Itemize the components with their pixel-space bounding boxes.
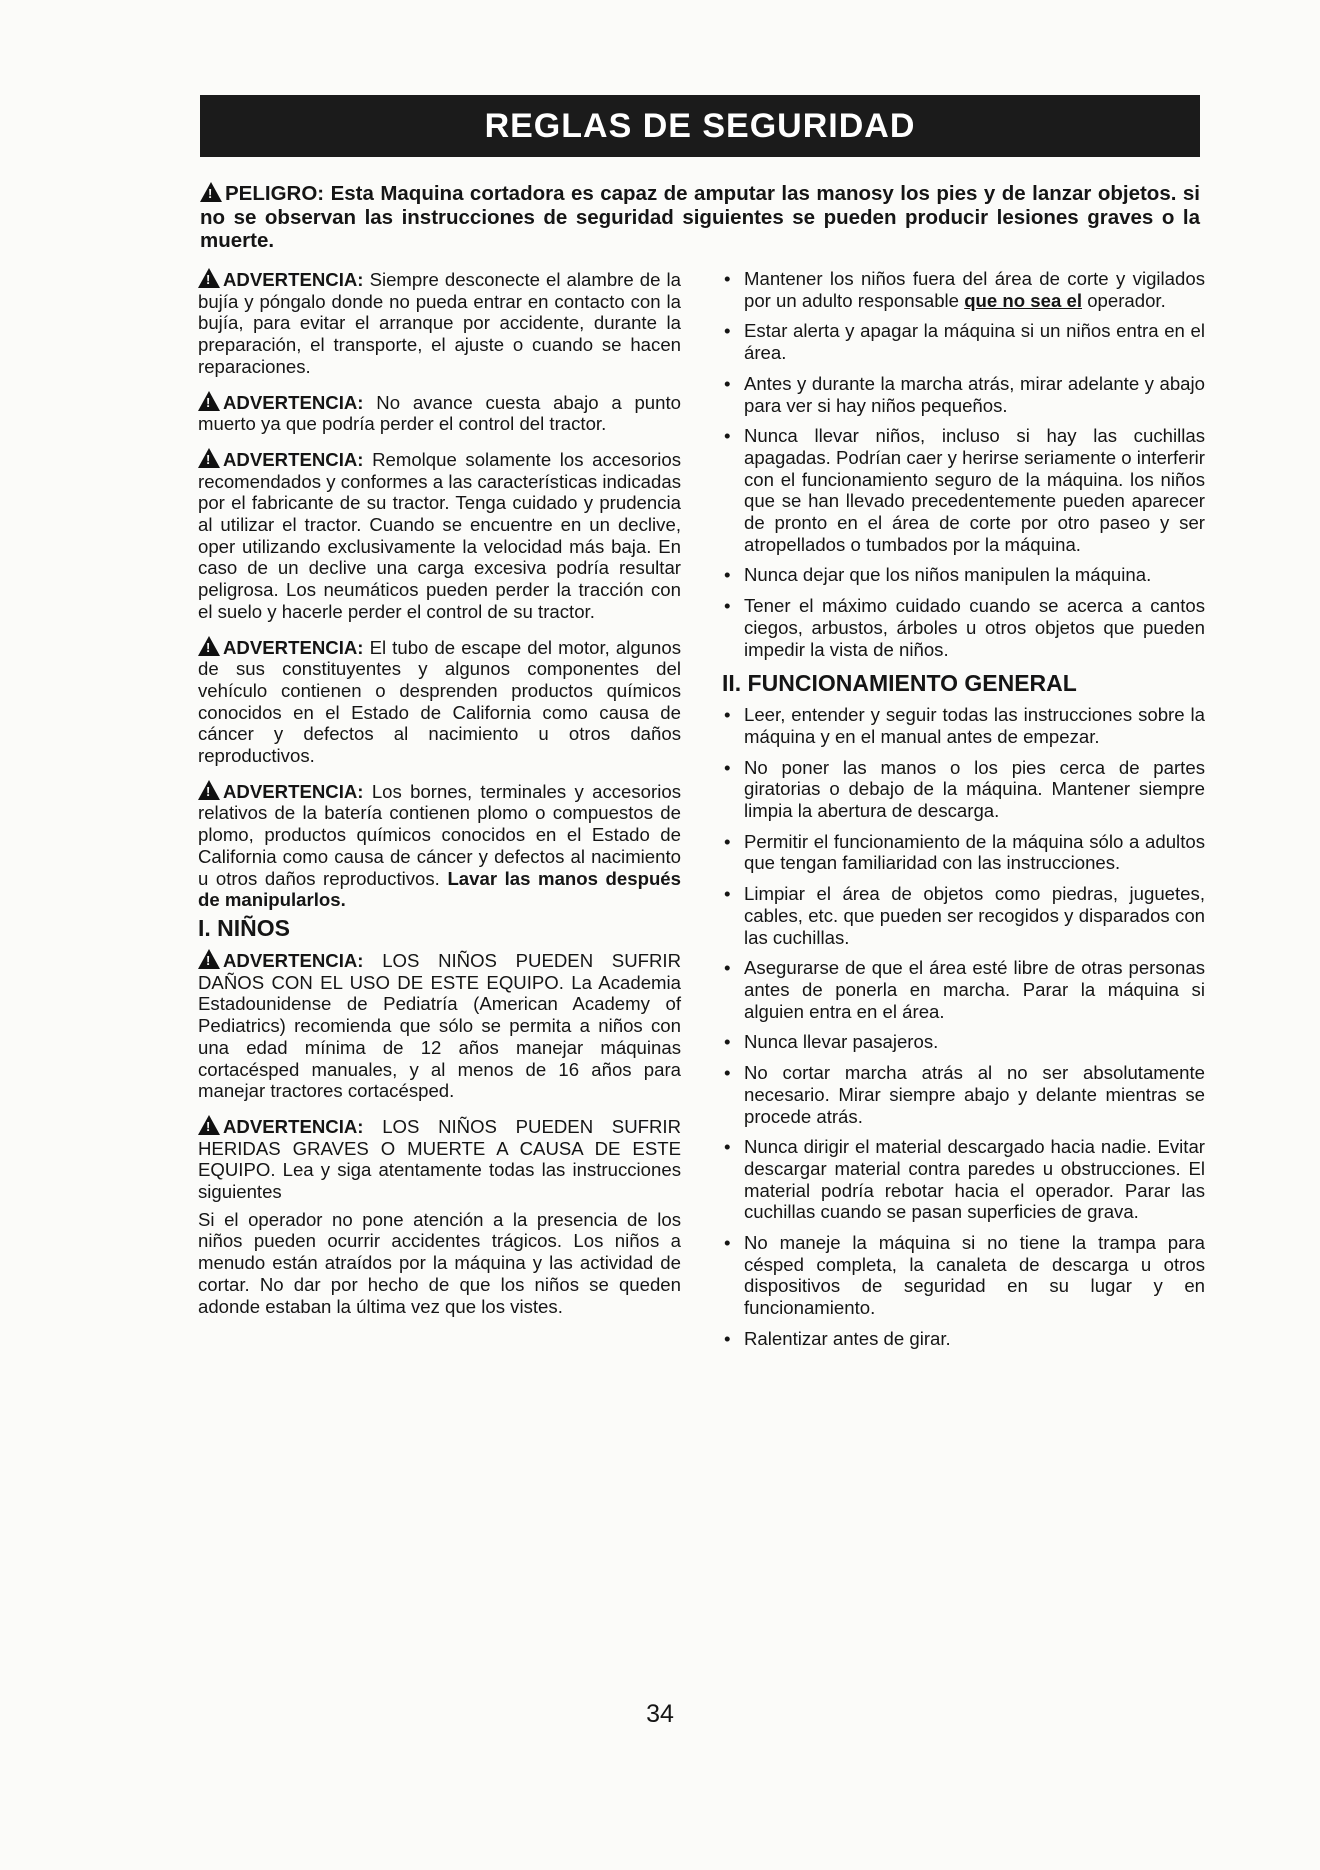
bullet-item: • Antes y durante la marcha atrás, mirar adelante y abajo para ver si hay niños pequeños. [722,373,1205,416]
warning-block [198,949,681,1102]
danger-label: PELIGRO: [225,182,325,205]
section-heading-children: I. NIÑOS [198,914,291,941]
title-banner [200,95,1200,157]
warning-block [198,1115,681,1203]
underlined-phrase: que no sea el [964,289,1083,311]
warning-triangle-icon [200,182,222,202]
bullet-item: • Tener el máximo cuidado cuando se acerca a cantos ciegos, arbustos, árboles u otros objetos que pueden impedir la vista de niños. [722,595,1205,660]
bullet-item [722,268,1205,311]
warning-block [198,268,681,378]
bullet-item: • Nunca dejar que los niños manipulen la máquina. [722,564,1205,586]
warning-triangle-icon [198,448,220,468]
warning-triangle-icon [198,1115,220,1135]
bullet-item: • Nunca llevar pasajeros. [722,1031,1205,1053]
warning-block [198,636,681,767]
bullet-item: • Nunca llevar niños, incluso si hay las cuchillas apagadas. Podrían caer y herirse seriamente o interferir con el funcionamiento seguro de la máquina. los niños que se han llevado precedentemente pueden aparecer de pronto en el área de corte por otro paseo y ser atropellados o tumbados por la máquina. [722,425,1205,555]
warning-text: No avance cuesta abajo a punto muerto ya que podría perder el control del tractor. [198,391,681,435]
danger-notice [200,182,1200,253]
section-heading-general-operation: II. FUNCIONAMIENTO GENERAL [722,670,1077,697]
right-column [722,268,1205,1359]
bullet-item: • Leer, entender y seguir todas las instrucciones sobre la máquina y en el manual antes de empezar. [722,704,1205,747]
warning-triangle-icon [198,391,220,411]
bullet-item: • No cortar marcha atrás al no ser absolutamente necesario. Mirar siempre abajo y delante mientras se procede atrás. [722,1062,1205,1127]
warning-text: El tubo de escape del motor, algunos de sus constituyentes y algunos componentes del vehículo contienen o desprenden productos químicos conocidos en el Estado de California como causa de cáncer y defectos al nacimiento u otros daños reproductivos. [198,636,681,767]
left-column [198,268,681,1325]
warning-text: Siempre desconecte el alambre de la bujía y póngalo donde no pueda entrar en contacto con la bujía, para evitar el arranque por accidente, durante la preparación, el transporte, el ajuste o cuando se hacen reparaciones. [198,269,681,377]
bullet-item: • Ralentizar antes de girar. [722,1328,1205,1350]
warning-label: ADVERTENCIA: [223,949,364,971]
warning-text: LOS NIÑOS PUEDEN SUFRIR DAÑOS CON EL USO DE ESTE EQUIPO. La Academia Estadounidense de Pediatría (American Academy of Pediatrics) recomienda que sólo se permita a niños con una edad mínima de 12 años manejar máquinas cortacésped manuales, y al menos de 16 años para manejar tractores cortacésped. [198,949,681,1102]
bullet-item: • Nunca dirigir el material descargado hacia nadie. Evitar descargar material contra paredes u obstrucciones. El material podría rebotar hacia el operador. Parar las cuchillas cuando se pasan superficies de grava. [722,1136,1205,1223]
general-bullet-list [722,704,1205,1349]
page-number: 34 [646,1700,674,1728]
warning-block [198,448,681,623]
wash-hands-instruction: Lavar las manos después de manipularlos. [198,867,681,911]
warning-label: ADVERTENCIA: [223,391,364,413]
warning-triangle-icon [198,949,220,969]
warning-triangle-icon [198,636,220,656]
warning-label: ADVERTENCIA: [223,636,364,658]
warning-triangle-icon [198,268,220,288]
bullet-item: • No maneje la máquina si no tiene la trampa para césped completa, la canaleta de descarga u otros dispositivos de seguridad en su lugar y en funcionamiento. [722,1232,1205,1319]
bullet-item: • Asegurarse de que el área esté libre de otras personas antes de ponerla en marcha. Parar la máquina si alguien entra en el área. [722,957,1205,1022]
battery-warning-block [198,780,681,911]
warning-label: ADVERTENCIA: [223,780,364,802]
warning-block [198,391,681,435]
bullet-item: • Estar alerta y apagar la máquina si un niños entra en el área. [722,320,1205,363]
warning-label: ADVERTENCIA: [223,1115,364,1137]
warning-text: Los bornes, terminales y accesorios relativos de la batería contienen plomo o compuestos de plomo, productos químicos conocidos en el Estado de California como causa de cáncer y defectos al nacimiento u otros daños reproductivos. [198,780,681,889]
bullet-text: Mantener los niños fuera del área de corte y vigilados por un adulto responsable [744,268,1205,311]
bullet-text: operador. [1087,289,1166,311]
warning-label: ADVERTENCIA: [223,448,364,470]
children-bullet-list [722,268,1205,660]
warning-text: Remolque solamente los accesorios recomendados y conformes a las características indicadas por el fabricante de su tractor. Tenga cuidado y prudencia al utilizar el tractor. Cuando se encuentre en un declive, oper utilizando exclusivamente la velocidad más baja. En caso de un declive una carga excesiva podría resultar peligrosa. Los neumáticos pueden perder la tracción con el suelo y hacerle perder el control de su tractor. [198,448,681,622]
bullet-item: • Permitir el funcionamiento de la máquina sólo a adultos que tengan familiaridad con las instrucciones. [722,831,1205,874]
warning-label: ADVERTENCIA: [223,269,364,290]
warning-text: LOS NIÑOS PUEDEN SUFRIR HERIDAS GRAVES O MUERTE A CAUSA DE ESTE EQUIPO. Lea y siga atentamente todas las instrucciones siguientes [198,1115,681,1203]
page-title: REGLAS DE SEGURIDAD [484,106,916,145]
children-attention-paragraph: Si el operador no pone atención a la presencia de los niños pueden ocurrir accidentes trágicos. Los niños a menudo están atraídos por la máquina y las actividad de cortar. No dar por hecho de que los niños se queden adonde estaban la última vez que los vistes. [198,1208,681,1317]
warning-triangle-icon [198,780,220,800]
danger-text: Esta Maquina cortadora es capaz de amputar las manosy los pies y de lanzar objetos. si no se observan las instrucciones de seguridad siguientes se pueden producir lesiones graves o la muerte. [200,182,1200,252]
bullet-item: • Limpiar el área de objetos como piedras, juguetes, cables, etc. que pueden ser recogidos y disparados con las cuchillas. [722,883,1205,948]
bullet-item: • No poner las manos o los pies cerca de partes giratorias o debajo de la máquina. Mantener siempre limpia la abertura de descarga. [722,757,1205,822]
